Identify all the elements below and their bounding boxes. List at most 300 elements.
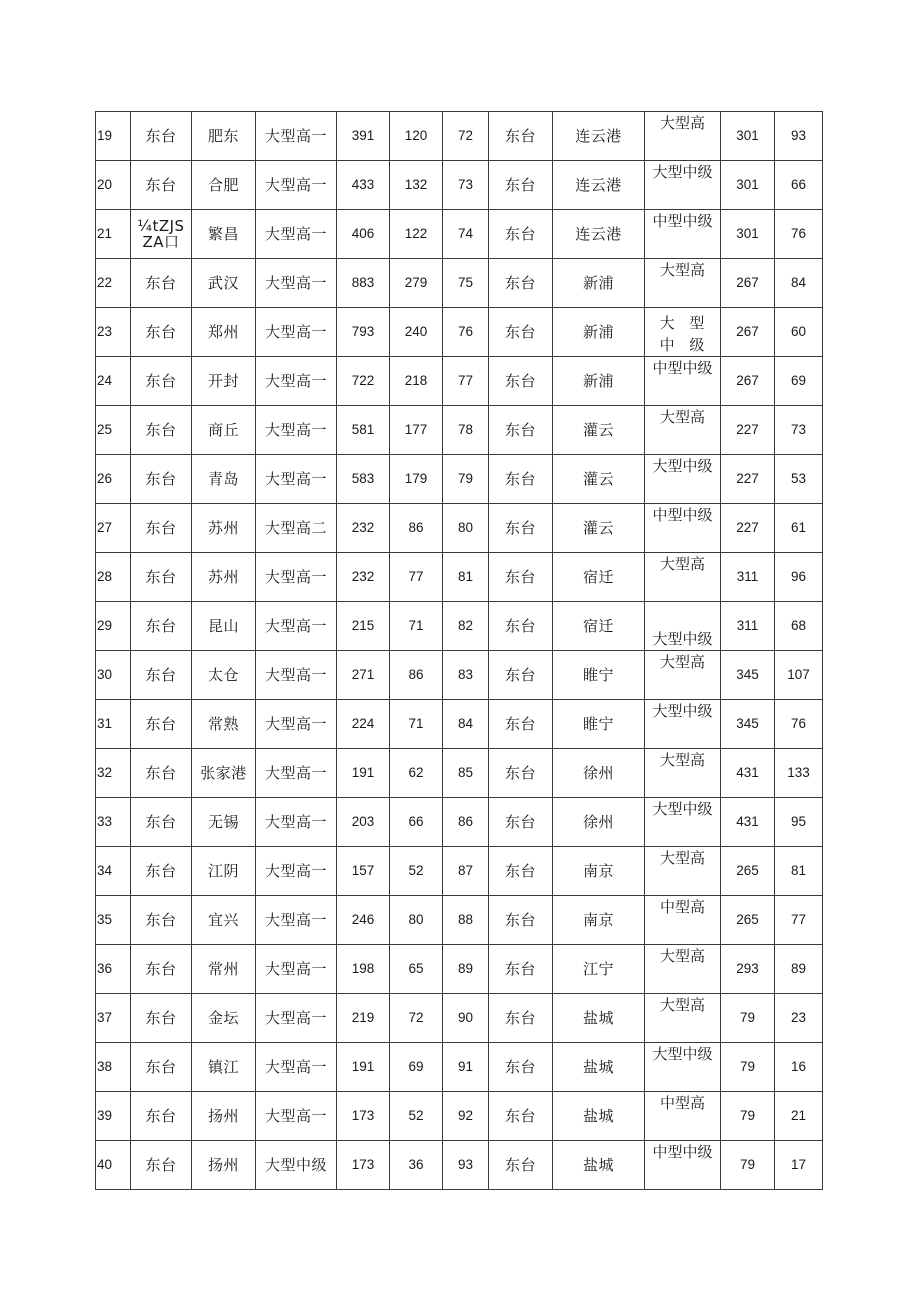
- row-number-2-cell: 93: [443, 1141, 489, 1190]
- distance-2-cell: 431: [721, 749, 775, 798]
- bus-grade-cell: 大型高一: [256, 1092, 337, 1141]
- row-number-2-cell: 78: [443, 406, 489, 455]
- bus-grade-cell: 大型高一: [256, 259, 337, 308]
- bus-grade-2-cell: [645, 1043, 721, 1092]
- row-number-cell: 21: [96, 210, 131, 259]
- bus-grade-2-cell: [645, 945, 721, 994]
- bus-grade-cell: 大型高一: [256, 357, 337, 406]
- fare-2-cell: 76: [775, 700, 823, 749]
- destination-cell: 张家港: [192, 749, 256, 798]
- fare-2-cell: 107: [775, 651, 823, 700]
- bus-grade-2-label: 中型中级: [652, 212, 713, 230]
- origin-2-cell: 东台: [489, 896, 553, 945]
- distance-2-cell: 301: [721, 112, 775, 161]
- bus-grade-2-cell: [645, 161, 721, 210]
- table-row: [96, 455, 823, 504]
- bus-grade-cell: 大型高一: [256, 210, 337, 259]
- row-number-cell: 37: [96, 994, 131, 1043]
- fare-cell: 132: [390, 161, 443, 210]
- origin-cell: 东台: [131, 357, 192, 406]
- origin-2-cell: 东台: [489, 945, 553, 994]
- bus-grade-2-cell: [645, 847, 721, 896]
- fare-2-cell: 68: [775, 602, 823, 651]
- fare-2-cell: 84: [775, 259, 823, 308]
- bus-grade-cell: 大型高一: [256, 112, 337, 161]
- distance-2-cell: 227: [721, 455, 775, 504]
- fare-2-cell: 16: [775, 1043, 823, 1092]
- table-row: [96, 161, 823, 210]
- fare-2-cell: 89: [775, 945, 823, 994]
- table-row: [96, 945, 823, 994]
- origin-2-cell: 东台: [489, 651, 553, 700]
- destination-cell: 昆山: [192, 602, 256, 651]
- row-number-2-cell: 73: [443, 161, 489, 210]
- row-number-cell: 38: [96, 1043, 131, 1092]
- origin-2-cell: 东台: [489, 1043, 553, 1092]
- bus-grade-cell: 大型高一: [256, 896, 337, 945]
- bus-grade-2-cell: [645, 357, 721, 406]
- fare-cell: 66: [390, 798, 443, 847]
- origin-cell: ¼tZJS ZA口: [131, 210, 192, 259]
- origin-2-cell: 东台: [489, 210, 553, 259]
- origin-cell: 东台: [131, 700, 192, 749]
- destination-2-cell: 徐州: [553, 798, 645, 847]
- origin-cell: 东台: [131, 602, 192, 651]
- bus-grade-cell: 大型高一: [256, 161, 337, 210]
- row-number-cell: 25: [96, 406, 131, 455]
- bus-grade-2-cell: [645, 994, 721, 1043]
- origin-2-cell: 东台: [489, 112, 553, 161]
- distance-cell: 406: [337, 210, 390, 259]
- origin-cell: 东台: [131, 406, 192, 455]
- distance-cell: 203: [337, 798, 390, 847]
- distance-cell: 191: [337, 1043, 390, 1092]
- fare-2-cell: 93: [775, 112, 823, 161]
- origin-cell: 东台: [131, 749, 192, 798]
- row-number-cell: 24: [96, 357, 131, 406]
- destination-2-cell: 睢宁: [553, 651, 645, 700]
- distance-cell: 191: [337, 749, 390, 798]
- bus-grade-cell: 大型中级: [256, 1141, 337, 1190]
- destination-cell: 青岛: [192, 455, 256, 504]
- distance-cell: 219: [337, 994, 390, 1043]
- fare-cell: 80: [390, 896, 443, 945]
- table-row: [96, 504, 823, 553]
- destination-cell: 扬州: [192, 1141, 256, 1190]
- origin-cell: 东台: [131, 798, 192, 847]
- bus-grade-2-cell: [645, 749, 721, 798]
- origin-cell: 东台: [131, 504, 192, 553]
- destination-2-cell: 睢宁: [553, 700, 645, 749]
- row-number-2-cell: 76: [443, 308, 489, 357]
- row-number-2-cell: 84: [443, 700, 489, 749]
- distance-cell: 173: [337, 1092, 390, 1141]
- row-number-cell: 34: [96, 847, 131, 896]
- fare-cell: 69: [390, 1043, 443, 1092]
- row-number-2-cell: 75: [443, 259, 489, 308]
- fare-cell: 52: [390, 847, 443, 896]
- bus-grade-2-label: 中型中级: [652, 359, 713, 377]
- distance-2-cell: 265: [721, 847, 775, 896]
- origin-cell: 东台: [131, 945, 192, 994]
- fare-2-cell: 17: [775, 1141, 823, 1190]
- row-number-cell: 33: [96, 798, 131, 847]
- distance-2-cell: 267: [721, 308, 775, 357]
- distance-cell: 232: [337, 504, 390, 553]
- distance-cell: 215: [337, 602, 390, 651]
- origin-2-cell: 东台: [489, 455, 553, 504]
- bus-grade-2-cell: [645, 406, 721, 455]
- row-number-cell: 39: [96, 1092, 131, 1141]
- bus-grade-2-cell: [645, 700, 721, 749]
- fare-2-cell: 76: [775, 210, 823, 259]
- fare-2-cell: 61: [775, 504, 823, 553]
- row-number-2-cell: 74: [443, 210, 489, 259]
- bus-grade-2-cell: [645, 1092, 721, 1141]
- distance-2-cell: 227: [721, 504, 775, 553]
- row-number-2-cell: 83: [443, 651, 489, 700]
- fare-cell: 77: [390, 553, 443, 602]
- destination-2-cell: 连云港: [553, 112, 645, 161]
- origin-cell: 东台: [131, 1141, 192, 1190]
- origin-2-cell: 东台: [489, 504, 553, 553]
- bus-grade-2-cell: [645, 602, 721, 651]
- fare-cell: 52: [390, 1092, 443, 1141]
- destination-2-cell: 宿迁: [553, 602, 645, 651]
- origin-2-cell: 东台: [489, 749, 553, 798]
- row-number-cell: 28: [96, 553, 131, 602]
- destination-2-cell: 徐州: [553, 749, 645, 798]
- row-number-2-cell: 88: [443, 896, 489, 945]
- origin-cell: 东台: [131, 994, 192, 1043]
- bus-grade-2-cell: [645, 455, 721, 504]
- fare-cell: 240: [390, 308, 443, 357]
- fare-2-cell: 23: [775, 994, 823, 1043]
- bus-grade-cell: 大型高一: [256, 798, 337, 847]
- row-number-2-cell: 72: [443, 112, 489, 161]
- distance-cell: 198: [337, 945, 390, 994]
- fare-2-cell: 95: [775, 798, 823, 847]
- origin-2-cell: 东台: [489, 406, 553, 455]
- row-number-cell: 30: [96, 651, 131, 700]
- destination-cell: 繁昌: [192, 210, 256, 259]
- bus-grade-2-cell: [645, 112, 721, 161]
- fare-2-cell: 133: [775, 749, 823, 798]
- bus-grade-2-label: 大型高: [659, 996, 705, 1014]
- destination-2-cell: 新浦: [553, 357, 645, 406]
- bus-grade-2-label: 大型中级: [652, 1045, 713, 1063]
- row-number-cell: 31: [96, 700, 131, 749]
- table-row: [96, 259, 823, 308]
- fare-cell: 122: [390, 210, 443, 259]
- row-number-cell: 19: [96, 112, 131, 161]
- table-row: [96, 357, 823, 406]
- bus-grade-cell: 大型高一: [256, 945, 337, 994]
- fare-2-cell: 60: [775, 308, 823, 357]
- fare-2-cell: 77: [775, 896, 823, 945]
- table-row: [96, 798, 823, 847]
- row-number-cell: 35: [96, 896, 131, 945]
- bus-grade-cell: 大型高一: [256, 406, 337, 455]
- bus-grade-2-label: 大型中级: [652, 163, 713, 181]
- fare-cell: 71: [390, 602, 443, 651]
- bus-grade-cell: 大型高一: [256, 455, 337, 504]
- origin-2-cell: 东台: [489, 602, 553, 651]
- destination-cell: 无锡: [192, 798, 256, 847]
- destination-cell: 武汉: [192, 259, 256, 308]
- distance-2-cell: 301: [721, 161, 775, 210]
- fare-2-cell: 96: [775, 553, 823, 602]
- row-number-2-cell: 86: [443, 798, 489, 847]
- destination-cell: 金坛: [192, 994, 256, 1043]
- bus-grade-2-cell: [645, 651, 721, 700]
- destination-2-cell: 新浦: [553, 259, 645, 308]
- origin-cell: 东台: [131, 896, 192, 945]
- bus-grade-2-label: 中型高: [659, 898, 705, 916]
- bus-grade-cell: 大型高一: [256, 553, 337, 602]
- origin-cell: 东台: [131, 455, 192, 504]
- origin-cell: 东台: [131, 1092, 192, 1141]
- destination-cell: 宜兴: [192, 896, 256, 945]
- row-number-2-cell: 89: [443, 945, 489, 994]
- destination-cell: 苏州: [192, 504, 256, 553]
- table-row: [96, 651, 823, 700]
- distance-cell: 883: [337, 259, 390, 308]
- bus-grade-cell: 大型高一: [256, 847, 337, 896]
- bus-grade-cell: 大型高一: [256, 1043, 337, 1092]
- bus-grade-cell: 大型高一: [256, 308, 337, 357]
- destination-cell: 江阴: [192, 847, 256, 896]
- origin-cell: 东台: [131, 651, 192, 700]
- bus-grade-cell: 大型高一: [256, 602, 337, 651]
- origin-cell: 东台: [131, 847, 192, 896]
- table-row: [96, 602, 823, 651]
- table-row: [96, 994, 823, 1043]
- bus-grade-2-label: 大型高: [659, 114, 705, 132]
- distance-2-cell: 431: [721, 798, 775, 847]
- fare-cell: 86: [390, 651, 443, 700]
- row-number-2-cell: 91: [443, 1043, 489, 1092]
- bus-grade-2-label: 中型中级: [652, 506, 713, 524]
- distance-cell: 224: [337, 700, 390, 749]
- distance-2-cell: 345: [721, 700, 775, 749]
- bus-grade-2-cell: [645, 553, 721, 602]
- destination-cell: 郑州: [192, 308, 256, 357]
- destination-2-cell: 盐城: [553, 994, 645, 1043]
- row-number-cell: 40: [96, 1141, 131, 1190]
- distance-2-cell: 301: [721, 210, 775, 259]
- destination-2-cell: 灌云: [553, 504, 645, 553]
- distance-cell: 173: [337, 1141, 390, 1190]
- bus-grade-cell: 大型高一: [256, 700, 337, 749]
- fare-cell: 71: [390, 700, 443, 749]
- distance-cell: 583: [337, 455, 390, 504]
- bus-grade-2-label: 大型高: [659, 849, 705, 867]
- distance-cell: 433: [337, 161, 390, 210]
- row-number-2-cell: 90: [443, 994, 489, 1043]
- destination-2-cell: 江宁: [553, 945, 645, 994]
- bus-grade-2-label: 大型高: [659, 653, 705, 671]
- bus-grade-2-label: 大型高: [659, 261, 705, 279]
- origin-cell: 东台: [131, 112, 192, 161]
- bus-grade-2-label: 中型中级: [652, 1143, 713, 1161]
- bus-grade-2-cell: [645, 896, 721, 945]
- origin-2-cell: 东台: [489, 161, 553, 210]
- table-row: [96, 700, 823, 749]
- table-row: [96, 749, 823, 798]
- fare-cell: 86: [390, 504, 443, 553]
- distance-2-cell: 79: [721, 1043, 775, 1092]
- destination-cell: 太仓: [192, 651, 256, 700]
- bus-grade-2-label: 大型中级: [652, 800, 713, 818]
- origin-cell: 东台: [131, 553, 192, 602]
- origin-2-cell: 东台: [489, 700, 553, 749]
- fare-cell: 279: [390, 259, 443, 308]
- distance-2-cell: 311: [721, 553, 775, 602]
- destination-cell: 肥东: [192, 112, 256, 161]
- destination-2-cell: 新浦: [553, 308, 645, 357]
- origin-cell: 东台: [131, 161, 192, 210]
- table-row: [96, 112, 823, 161]
- destination-2-cell: 南京: [553, 847, 645, 896]
- fare-cell: 36: [390, 1141, 443, 1190]
- destination-cell: 苏州: [192, 553, 256, 602]
- fare-cell: 177: [390, 406, 443, 455]
- origin-2-cell: 东台: [489, 553, 553, 602]
- bus-grade-2-label: 大型高: [659, 555, 705, 573]
- bus-grade-2-cell: [645, 504, 721, 553]
- bus-grade-2-cell: [645, 798, 721, 847]
- table-row: [96, 406, 823, 455]
- origin-cell: 东台: [131, 308, 192, 357]
- bus-grade-2-cell: [645, 259, 721, 308]
- origin-cell: 东台: [131, 1043, 192, 1092]
- bus-grade-2-label: 中型高: [659, 1094, 705, 1112]
- destination-2-cell: 连云港: [553, 161, 645, 210]
- distance-2-cell: 267: [721, 357, 775, 406]
- destination-2-cell: 灌云: [553, 455, 645, 504]
- destination-2-cell: 灌云: [553, 406, 645, 455]
- distance-cell: 793: [337, 308, 390, 357]
- bus-grade-2-cell: [645, 308, 721, 357]
- row-number-2-cell: 85: [443, 749, 489, 798]
- row-number-2-cell: 82: [443, 602, 489, 651]
- row-number-cell: 22: [96, 259, 131, 308]
- fare-cell: 179: [390, 455, 443, 504]
- table-row: [96, 847, 823, 896]
- destination-2-cell: 南京: [553, 896, 645, 945]
- distance-cell: 271: [337, 651, 390, 700]
- destination-2-cell: 宿迁: [553, 553, 645, 602]
- row-number-cell: 27: [96, 504, 131, 553]
- origin-2-cell: 东台: [489, 259, 553, 308]
- destination-2-cell: 连云港: [553, 210, 645, 259]
- bus-grade-2-cell: [645, 1141, 721, 1190]
- origin-2-cell: 东台: [489, 308, 553, 357]
- distance-2-cell: 267: [721, 259, 775, 308]
- origin-2-cell: 东台: [489, 357, 553, 406]
- table-row: [96, 553, 823, 602]
- table-row: [96, 1141, 823, 1190]
- row-number-cell: 29: [96, 602, 131, 651]
- distance-2-cell: 293: [721, 945, 775, 994]
- row-number-cell: 36: [96, 945, 131, 994]
- destination-cell: 开封: [192, 357, 256, 406]
- row-number-cell: 20: [96, 161, 131, 210]
- row-number-2-cell: 79: [443, 455, 489, 504]
- row-number-2-cell: 92: [443, 1092, 489, 1141]
- fare-2-cell: 73: [775, 406, 823, 455]
- destination-2-cell: 盐城: [553, 1092, 645, 1141]
- bus-grade-cell: 大型高一: [256, 749, 337, 798]
- table-row: [96, 308, 823, 357]
- bus-grade-2-label: 大型中级: [652, 702, 713, 720]
- distance-2-cell: 79: [721, 1092, 775, 1141]
- fare-cell: 65: [390, 945, 443, 994]
- destination-cell: 商丘: [192, 406, 256, 455]
- bus-grade-2-label: 大型高: [659, 408, 705, 426]
- distance-cell: 246: [337, 896, 390, 945]
- fare-2-cell: 53: [775, 455, 823, 504]
- destination-2-cell: 盐城: [553, 1043, 645, 1092]
- fare-cell: 62: [390, 749, 443, 798]
- bus-grade-cell: 大型高二: [256, 504, 337, 553]
- distance-2-cell: 265: [721, 896, 775, 945]
- distance-cell: 722: [337, 357, 390, 406]
- row-number-2-cell: 80: [443, 504, 489, 553]
- row-number-2-cell: 87: [443, 847, 489, 896]
- bus-grade-2-label: 大型高: [659, 947, 705, 965]
- origin-2-cell: 东台: [489, 847, 553, 896]
- distance-cell: 581: [337, 406, 390, 455]
- distance-cell: 157: [337, 847, 390, 896]
- fare-cell: 218: [390, 357, 443, 406]
- table-row: [96, 1043, 823, 1092]
- bus-grade-2-label: 大 型 中 级: [659, 314, 710, 354]
- distance-2-cell: 79: [721, 1141, 775, 1190]
- origin-cell: 东台: [131, 259, 192, 308]
- destination-cell: 常熟: [192, 700, 256, 749]
- destination-cell: 镇江: [192, 1043, 256, 1092]
- fare-2-cell: 81: [775, 847, 823, 896]
- distance-2-cell: 345: [721, 651, 775, 700]
- bus-grade-2-cell: [645, 210, 721, 259]
- table-row: [96, 210, 823, 259]
- fare-2-cell: 21: [775, 1092, 823, 1141]
- destination-cell: 合肥: [192, 161, 256, 210]
- fare-2-cell: 66: [775, 161, 823, 210]
- fare-cell: 120: [390, 112, 443, 161]
- row-number-2-cell: 77: [443, 357, 489, 406]
- row-number-2-cell: 81: [443, 553, 489, 602]
- table-row: [96, 1092, 823, 1141]
- bus-grade-2-label: 大型中级: [652, 457, 713, 475]
- fare-cell: 72: [390, 994, 443, 1043]
- bus-grade-cell: 大型高一: [256, 994, 337, 1043]
- distance-cell: 391: [337, 112, 390, 161]
- row-number-cell: 26: [96, 455, 131, 504]
- bus-grade-cell: 大型高一: [256, 651, 337, 700]
- distance-2-cell: 227: [721, 406, 775, 455]
- table-body: [96, 112, 823, 1190]
- destination-cell: 常州: [192, 945, 256, 994]
- origin-2-cell: 东台: [489, 1141, 553, 1190]
- bus-grade-2-label: 大型高: [659, 751, 705, 769]
- table-row: [96, 896, 823, 945]
- distance-2-cell: 311: [721, 602, 775, 651]
- bus-grade-2-label: 大型中级: [652, 630, 713, 648]
- origin-2-cell: 东台: [489, 994, 553, 1043]
